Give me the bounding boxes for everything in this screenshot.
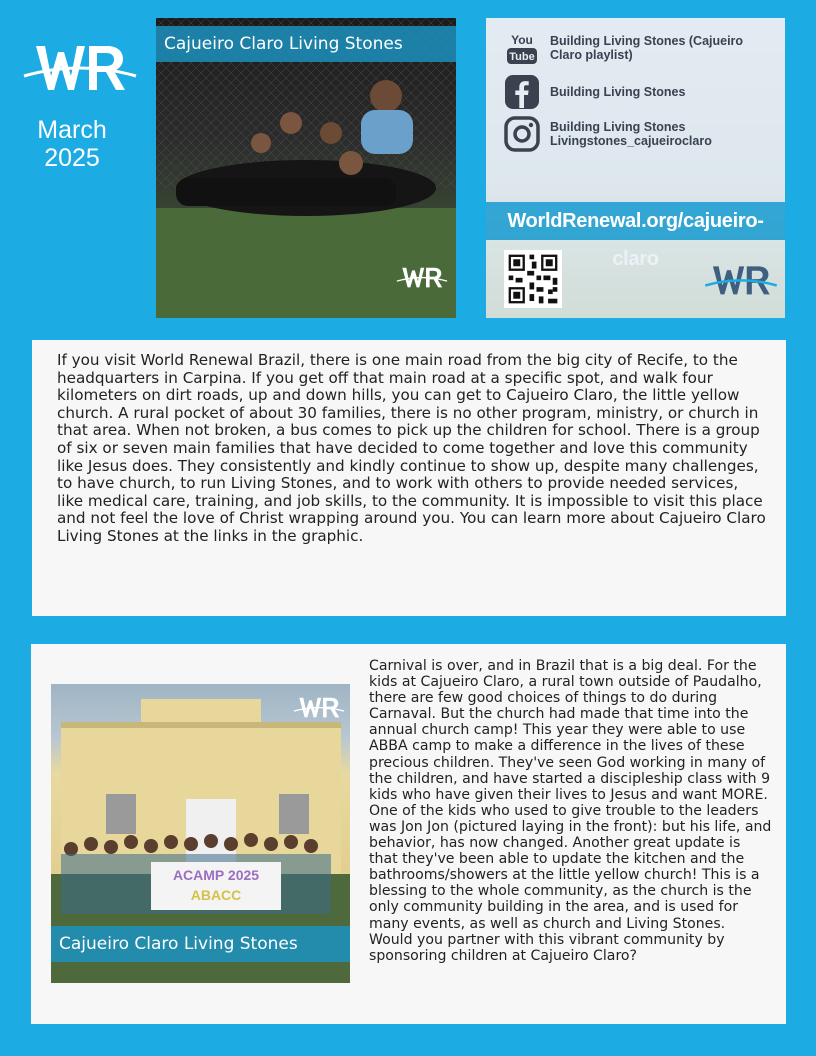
banner-line-1: ACAMP 2025 [172, 867, 260, 883]
photo-caption-2: Cajueiro Claro Living Stones [51, 926, 350, 962]
issue-date [14, 116, 130, 172]
qr-area [486, 240, 785, 318]
world-renewal-logo [22, 36, 138, 102]
instagram-icon [504, 116, 540, 152]
youtube-icon-tube: Tube [509, 51, 535, 63]
article-panel-2 [31, 644, 786, 1024]
photo-caption: Cajueiro Claro Living Stones [156, 26, 456, 62]
banner-line-2: ABACC [190, 887, 242, 903]
qr-code-icon[interactable] [504, 250, 562, 308]
youtube-icon [504, 30, 540, 66]
church-group-photo [51, 684, 350, 983]
youtube-label: Building Living Stones (Cajueiro Claro playlist) [550, 34, 744, 62]
graphic-watermark-logo [704, 256, 778, 306]
issue-year: 2025 [44, 144, 100, 172]
facebook-label: Building Living Stones [550, 85, 686, 99]
youtube-icon-you: You [511, 33, 533, 47]
instagram-label-line2: Livingstones_cajueiroclaro [550, 134, 712, 148]
instagram-label [550, 120, 770, 148]
social-links-graphic [486, 18, 785, 318]
photo-watermark-logo-2 [293, 688, 345, 728]
article-2-text: Carnival is over, and in Brazil that is a big deal. For the kids at Cajueiro Claro, a rural town outside of Paudalho, there are few good choices of things to do during Carnaval. But the church had made that time into the annual church camp! This year they were able to use ABBA camp to make a difference in the lives of these precious children. They've seen God working in many of the children, and have started a discipleship class with 9 kids who have given their lives to Jesus and want MORE. One of the kids who used to give trouble to the leaders was Jon Jon (pictured laying in the front): but his life, and behavior, has now changed. Another great update is that they've been able to update the kitchen and the bathrooms/showers at the little yellow church! This is a blessing to the whole community, as the church is the only community building in the area, and is used for many events, as well as church and Living Stones. Would you partner with this vibrant community by sponsoring children at Cajueiro Claro? [369, 658, 772, 964]
article-1-text: If you visit World Renewal Brazil, there is one main road from the big city of Recife, to the headquarters in Carpina. If you get off that main road at a specific spot, and walk four kilometers on dirt roads, up and down hills, you can get to Cajueiro Claro, the little yellow church. A rural pocket of about 30 families, there is no other program, ministry, or church in that area. When not broken, a bus comes to pick up the children for school. There is a group of six or seven main families that have decided to come together and love this community like Jesus does. They consistently and kindly continue to show up, despite many challenges, to have church, to run Living Stones, and to work with others to provide needed services, like medical care, training, and job skills, to the community. It is impossible to visit this place and not feel the love of Christ wrapping around you. You can learn more about Cajueiro Claro Living Stones at the links in the graphic. [57, 351, 766, 545]
photo-watermark-logo [396, 258, 448, 298]
group-photo-night [156, 18, 456, 318]
article-panel-1 [32, 340, 786, 616]
instagram-row[interactable] [504, 116, 770, 152]
facebook-icon [504, 74, 540, 110]
instagram-label-line1: Building Living Stones [550, 120, 686, 134]
youtube-row[interactable] [504, 30, 770, 66]
website-url[interactable]: WorldRenewal.org/cajueiro- [486, 202, 785, 240]
issue-month: March [37, 116, 107, 144]
facebook-row[interactable] [504, 74, 770, 110]
